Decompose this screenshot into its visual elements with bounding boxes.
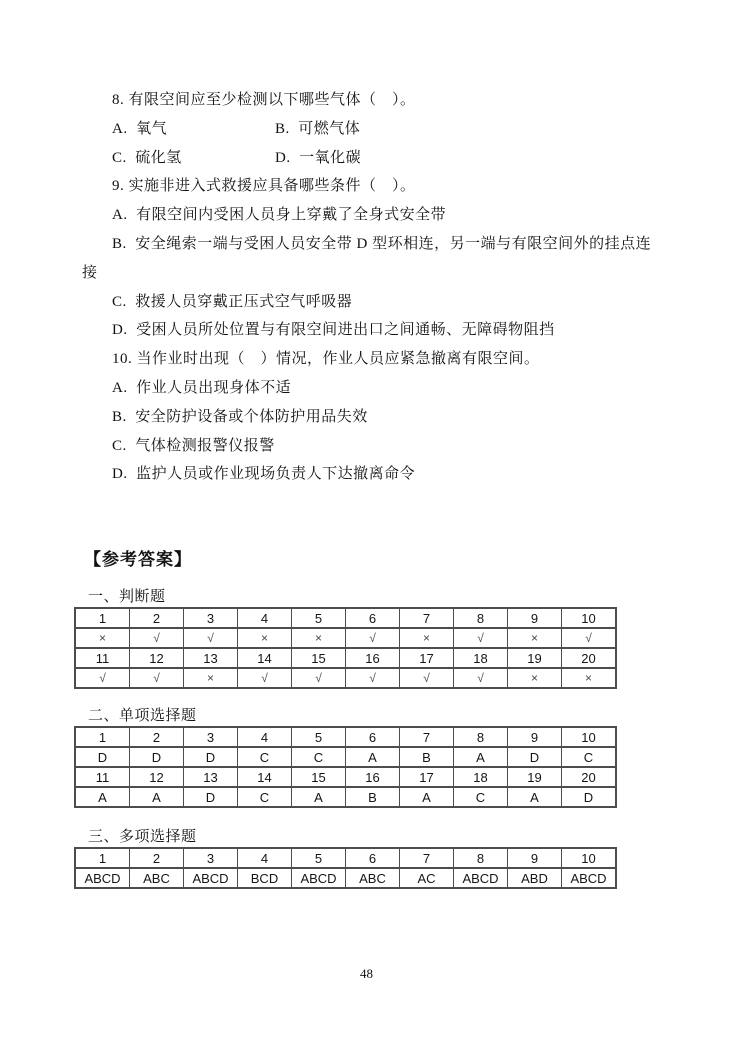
answer-cell: ABCD [562, 868, 617, 888]
table-row [75, 747, 616, 767]
table-row [75, 668, 616, 688]
answer-cell: √ [130, 628, 184, 648]
table-row [75, 628, 616, 648]
question-8-option-c: C. 硫化氢 [112, 149, 182, 166]
question-9-option-a: A. 有限空间内受困人员身上穿戴了全身式安全带 [112, 207, 447, 224]
answer-cell: √ [75, 668, 130, 688]
answer-cell: ABD [508, 868, 562, 888]
answer-cell: 20 [562, 767, 617, 787]
question-8-option-b: B. 可燃气体 [275, 120, 361, 137]
answer-cell: √ [454, 668, 508, 688]
answer-cell: 18 [454, 767, 508, 787]
answer-cell: C [238, 787, 292, 807]
question-9-option-b: B. 安全绳索一端与受困人员安全带 D 型环相连，另一端与有限空间外的挂点连接 [82, 235, 652, 281]
answer-cell: 13 [184, 767, 238, 787]
single-choice-answer-table [74, 726, 617, 808]
answer-cell: 9 [508, 608, 562, 628]
answer-cell: D [508, 747, 562, 767]
table-row [75, 767, 616, 787]
answer-cell: 18 [454, 648, 508, 668]
answer-cell: 6 [346, 608, 400, 628]
answers-heading: 【参考答案】 [84, 550, 192, 569]
table-row [75, 727, 616, 747]
table-row [75, 848, 616, 868]
answer-cell: A [130, 787, 184, 807]
question-10-option-a: A. 作业人员出现身体不适 [112, 379, 292, 396]
answer-cell: 11 [75, 648, 130, 668]
question-9-stem: 9. 实施非进入式救援应具备哪些条件（ ）。 [112, 178, 416, 195]
judgment-answers-section [84, 588, 650, 689]
judgment-answer-table [74, 607, 617, 689]
answer-cell: 3 [184, 608, 238, 628]
answer-cell: √ [346, 628, 400, 648]
answer-cell: A [292, 787, 346, 807]
question-9-option-d: D. 受困人员所处位置与有限空间进出口之间通畅、无障碍物阻挡 [112, 322, 555, 339]
answer-cell: AC [400, 868, 454, 888]
answer-cell: 7 [400, 727, 454, 747]
answer-cell: 5 [292, 727, 346, 747]
table-row [75, 608, 616, 628]
answer-cell: C [454, 787, 508, 807]
answer-cell: D [130, 747, 184, 767]
answer-cell: 14 [238, 648, 292, 668]
answer-cell: √ [184, 628, 238, 648]
answer-cell: √ [562, 628, 617, 648]
answer-cell: 3 [184, 848, 238, 868]
answer-cell: × [292, 628, 346, 648]
answer-cell: √ [292, 668, 346, 688]
answer-cell: 15 [292, 767, 346, 787]
question-8-options-row-2 [82, 144, 652, 173]
answer-cell: 12 [130, 767, 184, 787]
table-row [75, 648, 616, 668]
answer-cell: 2 [130, 608, 184, 628]
answer-cell: 19 [508, 648, 562, 668]
answer-cell: × [75, 628, 130, 648]
answer-cell: × [184, 668, 238, 688]
answer-cell: A [75, 787, 130, 807]
answer-cell: 16 [346, 648, 400, 668]
answer-cell: 14 [238, 767, 292, 787]
answer-cell: 9 [508, 727, 562, 747]
answer-cell: 10 [562, 608, 617, 628]
answer-cell: 16 [346, 767, 400, 787]
answers-section [84, 548, 650, 889]
answer-cell: ABCD [292, 868, 346, 888]
answer-cell: √ [454, 628, 508, 648]
answer-cell: 6 [346, 727, 400, 747]
answer-cell: BCD [238, 868, 292, 888]
answer-cell: 4 [238, 848, 292, 868]
answer-cell: A [346, 747, 400, 767]
judgment-section-label: 一、判断题 [88, 589, 166, 605]
answer-cell: 5 [292, 608, 346, 628]
answer-cell: ABCD [184, 868, 238, 888]
answer-cell: ABCD [75, 868, 130, 888]
answer-cell: ABC [346, 868, 400, 888]
answer-cell: × [562, 668, 617, 688]
answer-cell: 6 [346, 848, 400, 868]
question-9-option-c: C. 救援人员穿戴正压式空气呼吸器 [112, 293, 353, 310]
single-choice-answers-section [84, 707, 650, 808]
answer-cell: 11 [75, 767, 130, 787]
question-8-option-d: D. 一氧化碳 [275, 149, 362, 166]
answer-cell: √ [238, 668, 292, 688]
answer-cell: √ [400, 668, 454, 688]
answer-cell: 10 [562, 727, 617, 747]
answer-cell: 20 [562, 648, 617, 668]
answer-cell: 1 [75, 608, 130, 628]
answer-cell: √ [130, 668, 184, 688]
answer-cell: 17 [400, 648, 454, 668]
question-8-options-row-1 [82, 115, 652, 144]
answer-cell: D [75, 747, 130, 767]
answer-cell: × [508, 668, 562, 688]
answer-cell: 17 [400, 767, 454, 787]
answer-cell: 15 [292, 648, 346, 668]
answer-cell: 12 [130, 648, 184, 668]
answer-cell: D [184, 787, 238, 807]
multi-choice-section-label: 三、多项选择题 [88, 829, 197, 845]
single-choice-section-label: 二、单项选择题 [88, 708, 197, 724]
question-10-option-c: C. 气体检测报警仪报警 [112, 437, 275, 454]
answer-cell: × [508, 628, 562, 648]
table-row [75, 787, 616, 807]
answer-cell: D [184, 747, 238, 767]
answer-cell: 8 [454, 848, 508, 868]
answer-cell: A [454, 747, 508, 767]
question-8-option-a: A. 氧气 [112, 120, 168, 137]
answer-cell: 19 [508, 767, 562, 787]
answer-cell: A [400, 787, 454, 807]
answer-cell: × [400, 628, 454, 648]
answer-cell: 4 [238, 608, 292, 628]
table-row [75, 868, 616, 888]
answer-cell: 9 [508, 848, 562, 868]
answer-cell: B [400, 747, 454, 767]
answer-cell: 3 [184, 727, 238, 747]
question-10-stem: 10. 当作业时出现（ ）情况，作业人员应紧急撤离有限空间。 [112, 351, 540, 368]
answer-cell: 10 [562, 848, 617, 868]
answer-cell: 2 [130, 848, 184, 868]
answer-cell: ABC [130, 868, 184, 888]
answer-cell: 8 [454, 727, 508, 747]
answer-cell: B [346, 787, 400, 807]
page-number: 48 [360, 966, 373, 981]
question-8-stem: 8. 有限空间应至少检测以下哪些气体（ ）。 [112, 92, 416, 108]
answer-cell: 7 [400, 608, 454, 628]
answer-cell: C [238, 747, 292, 767]
multi-choice-answers-section [84, 828, 650, 889]
answer-cell: C [292, 747, 346, 767]
answer-cell: 13 [184, 648, 238, 668]
answer-cell: × [238, 628, 292, 648]
multi-choice-answer-table [74, 847, 617, 889]
answer-cell: 1 [75, 848, 130, 868]
answer-cell: A [508, 787, 562, 807]
answer-cell: D [562, 787, 617, 807]
answer-cell: √ [346, 668, 400, 688]
answer-cell: C [562, 747, 617, 767]
answer-cell: 5 [292, 848, 346, 868]
answer-cell: 2 [130, 727, 184, 747]
answer-cell: 1 [75, 727, 130, 747]
answer-cell: ABCD [454, 868, 508, 888]
answer-cell: 4 [238, 727, 292, 747]
question-10-option-d: D. 监护人员或作业现场负责人下达撤离命令 [112, 466, 416, 483]
answer-cell: 7 [400, 848, 454, 868]
question-10-option-b: B. 安全防护设备或个体防护用品失效 [112, 408, 368, 425]
questions-section [82, 86, 652, 489]
answer-cell: 8 [454, 608, 508, 628]
